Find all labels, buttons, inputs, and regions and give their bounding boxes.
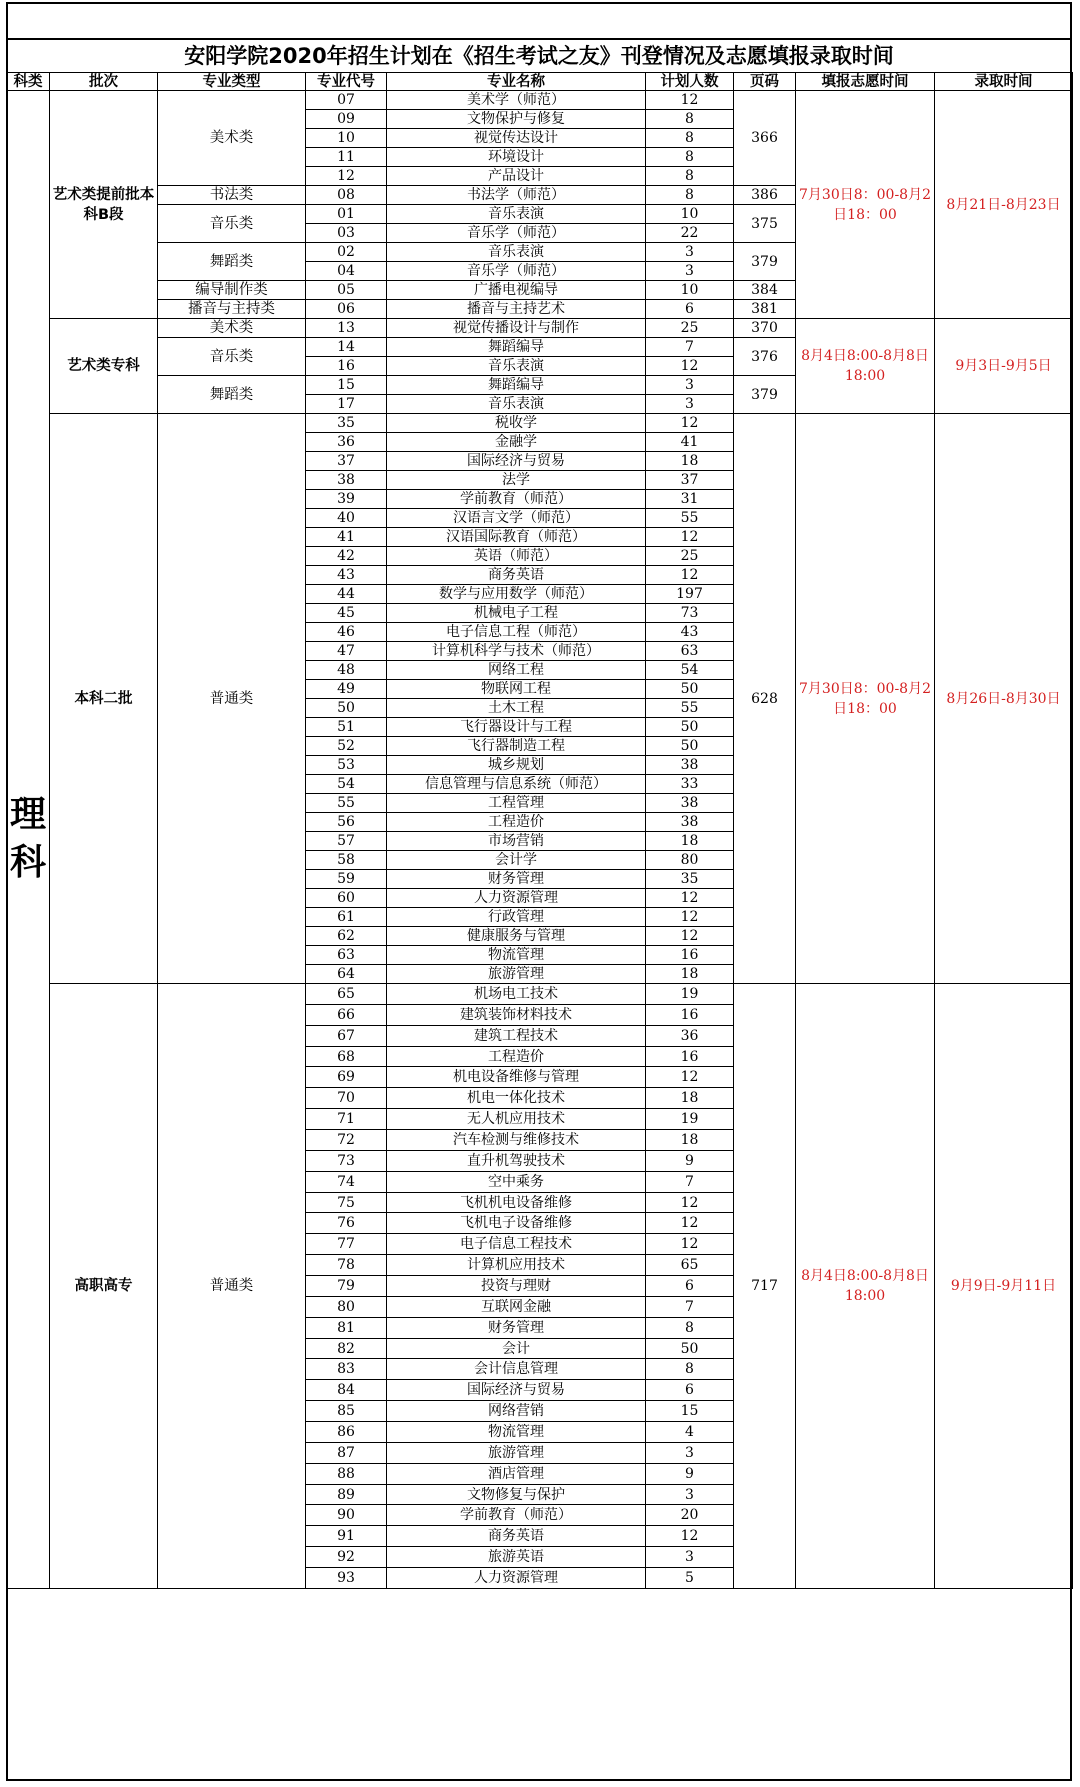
admission-plan-table xyxy=(6,72,1073,1589)
plan-count-cell: 12 xyxy=(646,1526,734,1547)
major-code-cell: 50 xyxy=(306,699,387,718)
column-header: 计划人数 xyxy=(646,73,734,91)
apply-time-cell: 8月4日8:00-8月8日18:00 xyxy=(796,319,935,414)
major-name-cell: 电子信息工程（师范） xyxy=(387,623,646,642)
major-type-cell: 普通类 xyxy=(158,984,306,1589)
plan-count-cell: 10 xyxy=(646,205,734,224)
major-code-cell: 69 xyxy=(306,1067,387,1088)
major-code-cell: 89 xyxy=(306,1484,387,1505)
major-code-cell: 82 xyxy=(306,1338,387,1359)
major-code-cell: 52 xyxy=(306,737,387,756)
major-code-cell: 04 xyxy=(306,262,387,281)
major-name-cell: 财务管理 xyxy=(387,870,646,889)
major-name-cell: 播音与主持艺术 xyxy=(387,300,646,319)
column-header: 录取时间 xyxy=(935,73,1073,91)
major-code-cell: 16 xyxy=(306,357,387,376)
plan-count-cell: 8 xyxy=(646,148,734,167)
plan-count-cell: 12 xyxy=(646,528,734,547)
plan-count-cell: 38 xyxy=(646,794,734,813)
major-code-cell: 59 xyxy=(306,870,387,889)
major-code-cell: 83 xyxy=(306,1359,387,1380)
plan-count-cell: 7 xyxy=(646,1171,734,1192)
major-code-cell: 91 xyxy=(306,1526,387,1547)
subject-cell: 理科 xyxy=(7,91,50,1589)
major-code-cell: 55 xyxy=(306,794,387,813)
major-name-cell: 信息管理与信息系统（师范） xyxy=(387,775,646,794)
major-name-cell: 舞蹈编导 xyxy=(387,338,646,357)
major-name-cell: 直升机驾驶技术 xyxy=(387,1150,646,1171)
major-name-cell: 财务管理 xyxy=(387,1317,646,1338)
plan-count-cell: 65 xyxy=(646,1255,734,1276)
plan-count-cell: 12 xyxy=(646,1067,734,1088)
major-code-cell: 41 xyxy=(306,528,387,547)
major-name-cell: 数学与应用数学（师范） xyxy=(387,585,646,604)
plan-count-cell: 16 xyxy=(646,1046,734,1067)
major-type-cell: 美术类 xyxy=(158,91,306,186)
column-header: 填报志愿时间 xyxy=(796,73,935,91)
major-code-cell: 13 xyxy=(306,319,387,338)
plan-count-cell: 3 xyxy=(646,1484,734,1505)
major-code-cell: 40 xyxy=(306,509,387,528)
major-name-cell: 音乐表演 xyxy=(387,205,646,224)
admission-time-cell: 8月21日-8月23日 xyxy=(935,91,1073,319)
column-header: 页码 xyxy=(734,73,796,91)
plan-count-cell: 19 xyxy=(646,1109,734,1130)
major-code-cell: 53 xyxy=(306,756,387,775)
major-name-cell: 机电设备维修与管理 xyxy=(387,1067,646,1088)
plan-count-cell: 7 xyxy=(646,338,734,357)
plan-count-cell: 37 xyxy=(646,471,734,490)
plan-count-cell: 25 xyxy=(646,547,734,566)
apply-time-cell: 8月4日8:00-8月8日18:00 xyxy=(796,984,935,1589)
major-name-cell: 人力资源管理 xyxy=(387,889,646,908)
plan-count-cell: 8 xyxy=(646,167,734,186)
page-number-cell: 381 xyxy=(734,300,796,319)
major-name-cell: 汽车检测与维修技术 xyxy=(387,1130,646,1151)
plan-count-cell: 80 xyxy=(646,851,734,870)
batch-cell: 艺术类提前批本科B段 xyxy=(50,91,158,319)
table-row xyxy=(7,319,1073,338)
major-code-cell: 70 xyxy=(306,1088,387,1109)
plan-count-cell: 8 xyxy=(646,110,734,129)
major-code-cell: 14 xyxy=(306,338,387,357)
plan-count-cell: 3 xyxy=(646,376,734,395)
major-code-cell: 72 xyxy=(306,1130,387,1151)
plan-count-cell: 41 xyxy=(646,433,734,452)
plan-count-cell: 50 xyxy=(646,718,734,737)
major-name-cell: 舞蹈编导 xyxy=(387,376,646,395)
plan-count-cell: 18 xyxy=(646,1130,734,1151)
plan-count-cell: 18 xyxy=(646,452,734,471)
column-header: 专业类型 xyxy=(158,73,306,91)
major-name-cell: 国际经济与贸易 xyxy=(387,452,646,471)
major-name-cell: 物流管理 xyxy=(387,946,646,965)
major-code-cell: 36 xyxy=(306,433,387,452)
major-name-cell: 投资与理财 xyxy=(387,1276,646,1297)
plan-count-cell: 16 xyxy=(646,1004,734,1025)
major-name-cell: 金融学 xyxy=(387,433,646,452)
plan-count-cell: 55 xyxy=(646,509,734,528)
table-row xyxy=(7,414,1073,433)
admission-time-cell: 9月3日-9月5日 xyxy=(935,319,1073,414)
major-code-cell: 49 xyxy=(306,680,387,699)
major-name-cell: 机场电工技术 xyxy=(387,984,646,1005)
major-code-cell: 44 xyxy=(306,585,387,604)
major-name-cell: 工程管理 xyxy=(387,794,646,813)
major-name-cell: 文物修复与保护 xyxy=(387,1484,646,1505)
page-number-cell: 379 xyxy=(734,243,796,281)
major-type-cell: 舞蹈类 xyxy=(158,376,306,414)
major-code-cell: 60 xyxy=(306,889,387,908)
major-name-cell: 土木工程 xyxy=(387,699,646,718)
plan-count-cell: 50 xyxy=(646,680,734,699)
major-code-cell: 56 xyxy=(306,813,387,832)
major-code-cell: 54 xyxy=(306,775,387,794)
plan-count-cell: 3 xyxy=(646,1442,734,1463)
major-code-cell: 48 xyxy=(306,661,387,680)
major-code-cell: 68 xyxy=(306,1046,387,1067)
plan-count-cell: 9 xyxy=(646,1150,734,1171)
major-name-cell: 工程造价 xyxy=(387,813,646,832)
batch-cell: 高职高专 xyxy=(50,984,158,1589)
plan-count-cell: 12 xyxy=(646,1213,734,1234)
major-name-cell: 飞行器制造工程 xyxy=(387,737,646,756)
major-code-cell: 38 xyxy=(306,471,387,490)
plan-count-cell: 12 xyxy=(646,414,734,433)
column-header: 专业代号 xyxy=(306,73,387,91)
major-code-cell: 09 xyxy=(306,110,387,129)
major-name-cell: 空中乘务 xyxy=(387,1171,646,1192)
major-name-cell: 健康服务与管理 xyxy=(387,927,646,946)
plan-count-cell: 63 xyxy=(646,642,734,661)
major-name-cell: 音乐表演 xyxy=(387,357,646,376)
plan-count-cell: 6 xyxy=(646,300,734,319)
plan-count-cell: 35 xyxy=(646,870,734,889)
major-code-cell: 85 xyxy=(306,1401,387,1422)
major-code-cell: 66 xyxy=(306,1004,387,1025)
major-name-cell: 飞机电子设备维修 xyxy=(387,1213,646,1234)
major-name-cell: 国际经济与贸易 xyxy=(387,1380,646,1401)
major-type-cell: 播音与主持类 xyxy=(158,300,306,319)
table-header-row xyxy=(7,73,1073,91)
plan-count-cell: 4 xyxy=(646,1422,734,1443)
major-code-cell: 78 xyxy=(306,1255,387,1276)
plan-count-cell: 6 xyxy=(646,1380,734,1401)
major-name-cell: 城乡规划 xyxy=(387,756,646,775)
major-type-cell: 舞蹈类 xyxy=(158,243,306,281)
major-code-cell: 79 xyxy=(306,1276,387,1297)
major-code-cell: 71 xyxy=(306,1109,387,1130)
plan-count-cell: 12 xyxy=(646,1192,734,1213)
major-name-cell: 环境设计 xyxy=(387,148,646,167)
major-type-cell: 书法类 xyxy=(158,186,306,205)
plan-count-cell: 9 xyxy=(646,1463,734,1484)
plan-count-cell: 73 xyxy=(646,604,734,623)
column-header: 科类 xyxy=(7,73,50,91)
major-name-cell: 视觉传播设计与制作 xyxy=(387,319,646,338)
plan-count-cell: 22 xyxy=(646,224,734,243)
major-code-cell: 02 xyxy=(306,243,387,262)
plan-count-cell: 20 xyxy=(646,1505,734,1526)
major-code-cell: 63 xyxy=(306,946,387,965)
major-name-cell: 旅游管理 xyxy=(387,965,646,984)
major-code-cell: 07 xyxy=(306,91,387,110)
page-title: 安阳学院2020年招生计划在《招生考试之友》刊登情况及志愿填报录取时间 xyxy=(184,44,894,68)
major-name-cell: 计算机科学与技术（师范） xyxy=(387,642,646,661)
major-code-cell: 81 xyxy=(306,1317,387,1338)
plan-count-cell: 5 xyxy=(646,1568,734,1589)
major-code-cell: 45 xyxy=(306,604,387,623)
plan-count-cell: 8 xyxy=(646,1359,734,1380)
plan-count-cell: 12 xyxy=(646,908,734,927)
page-number-cell: 717 xyxy=(734,984,796,1589)
plan-count-cell: 25 xyxy=(646,319,734,338)
apply-time-cell: 7月30日8：00-8月2日18：00 xyxy=(796,414,935,984)
page-number-cell: 386 xyxy=(734,186,796,205)
major-code-cell: 90 xyxy=(306,1505,387,1526)
major-code-cell: 39 xyxy=(306,490,387,509)
apply-time-cell: 7月30日8：00-8月2日18：00 xyxy=(796,91,935,319)
plan-count-cell: 55 xyxy=(646,699,734,718)
major-name-cell: 会计 xyxy=(387,1338,646,1359)
batch-cell: 艺术类专科 xyxy=(50,319,158,414)
major-code-cell: 76 xyxy=(306,1213,387,1234)
major-name-cell: 网络营销 xyxy=(387,1401,646,1422)
major-name-cell: 音乐学（师范） xyxy=(387,224,646,243)
plan-count-cell: 197 xyxy=(646,585,734,604)
major-name-cell: 会计信息管理 xyxy=(387,1359,646,1380)
plan-count-cell: 7 xyxy=(646,1296,734,1317)
plan-count-cell: 16 xyxy=(646,946,734,965)
major-name-cell: 产品设计 xyxy=(387,167,646,186)
plan-count-cell: 8 xyxy=(646,129,734,148)
plan-count-cell: 12 xyxy=(646,357,734,376)
page-number-cell: 370 xyxy=(734,319,796,338)
plan-count-cell: 43 xyxy=(646,623,734,642)
plan-count-cell: 18 xyxy=(646,1088,734,1109)
major-name-cell: 法学 xyxy=(387,471,646,490)
major-name-cell: 商务英语 xyxy=(387,566,646,585)
plan-count-cell: 31 xyxy=(646,490,734,509)
plan-count-cell: 8 xyxy=(646,1317,734,1338)
major-name-cell: 行政管理 xyxy=(387,908,646,927)
plan-count-cell: 8 xyxy=(646,186,734,205)
major-name-cell: 电子信息工程技术 xyxy=(387,1234,646,1255)
plan-count-cell: 3 xyxy=(646,243,734,262)
major-code-cell: 80 xyxy=(306,1296,387,1317)
major-code-cell: 75 xyxy=(306,1192,387,1213)
plan-count-cell: 33 xyxy=(646,775,734,794)
major-code-cell: 92 xyxy=(306,1547,387,1568)
major-code-cell: 42 xyxy=(306,547,387,566)
major-name-cell: 视觉传达设计 xyxy=(387,129,646,148)
plan-count-cell: 12 xyxy=(646,566,734,585)
major-name-cell: 人力资源管理 xyxy=(387,1568,646,1589)
major-code-cell: 11 xyxy=(306,148,387,167)
major-name-cell: 旅游管理 xyxy=(387,1442,646,1463)
admission-time-cell: 8月26日-8月30日 xyxy=(935,414,1073,984)
major-name-cell: 美术学（师范） xyxy=(387,91,646,110)
major-type-cell: 普通类 xyxy=(158,414,306,984)
page-number-cell: 628 xyxy=(734,414,796,984)
plan-count-cell: 12 xyxy=(646,1234,734,1255)
page-number-cell: 366 xyxy=(734,91,796,186)
major-type-cell: 音乐类 xyxy=(158,205,306,243)
plan-count-cell: 18 xyxy=(646,965,734,984)
plan-count-cell: 50 xyxy=(646,737,734,756)
major-name-cell: 市场营销 xyxy=(387,832,646,851)
major-name-cell: 建筑装饰材料技术 xyxy=(387,1004,646,1025)
major-name-cell: 物联网工程 xyxy=(387,680,646,699)
major-code-cell: 93 xyxy=(306,1568,387,1589)
major-name-cell: 飞机机电设备维修 xyxy=(387,1192,646,1213)
major-code-cell: 87 xyxy=(306,1442,387,1463)
major-type-cell: 美术类 xyxy=(158,319,306,338)
major-code-cell: 37 xyxy=(306,452,387,471)
plan-count-cell: 10 xyxy=(646,281,734,300)
major-name-cell: 汉语言文学（师范） xyxy=(387,509,646,528)
major-name-cell: 工程造价 xyxy=(387,1046,646,1067)
major-name-cell: 无人机应用技术 xyxy=(387,1109,646,1130)
major-code-cell: 17 xyxy=(306,395,387,414)
plan-count-cell: 12 xyxy=(646,889,734,908)
major-code-cell: 46 xyxy=(306,623,387,642)
major-code-cell: 61 xyxy=(306,908,387,927)
major-code-cell: 10 xyxy=(306,129,387,148)
major-name-cell: 学前教育（师范） xyxy=(387,490,646,509)
major-code-cell: 43 xyxy=(306,566,387,585)
major-name-cell: 飞行器设计与工程 xyxy=(387,718,646,737)
major-code-cell: 08 xyxy=(306,186,387,205)
major-code-cell: 62 xyxy=(306,927,387,946)
plan-count-cell: 38 xyxy=(646,813,734,832)
major-code-cell: 73 xyxy=(306,1150,387,1171)
major-code-cell: 57 xyxy=(306,832,387,851)
major-name-cell: 税收学 xyxy=(387,414,646,433)
plan-count-cell: 15 xyxy=(646,1401,734,1422)
major-name-cell: 网络工程 xyxy=(387,661,646,680)
major-name-cell: 文物保护与修复 xyxy=(387,110,646,129)
major-code-cell: 65 xyxy=(306,984,387,1005)
major-name-cell: 音乐学（师范） xyxy=(387,262,646,281)
plan-count-cell: 18 xyxy=(646,832,734,851)
page-number-cell: 376 xyxy=(734,338,796,376)
major-name-cell: 商务英语 xyxy=(387,1526,646,1547)
column-header: 专业名称 xyxy=(387,73,646,91)
plan-count-cell: 12 xyxy=(646,927,734,946)
plan-count-cell: 12 xyxy=(646,91,734,110)
page-number-cell: 375 xyxy=(734,205,796,243)
major-code-cell: 15 xyxy=(306,376,387,395)
major-code-cell: 77 xyxy=(306,1234,387,1255)
plan-count-cell: 50 xyxy=(646,1338,734,1359)
major-name-cell: 互联网金融 xyxy=(387,1296,646,1317)
major-name-cell: 音乐表演 xyxy=(387,395,646,414)
major-name-cell: 英语（师范） xyxy=(387,547,646,566)
major-code-cell: 35 xyxy=(306,414,387,433)
major-name-cell: 建筑工程技术 xyxy=(387,1025,646,1046)
plan-count-cell: 38 xyxy=(646,756,734,775)
major-code-cell: 06 xyxy=(306,300,387,319)
table-row xyxy=(7,984,1073,1005)
plan-count-cell: 36 xyxy=(646,1025,734,1046)
major-name-cell: 书法学（师范） xyxy=(387,186,646,205)
major-code-cell: 12 xyxy=(306,167,387,186)
major-code-cell: 47 xyxy=(306,642,387,661)
plan-count-cell: 19 xyxy=(646,984,734,1005)
major-type-cell: 音乐类 xyxy=(158,338,306,376)
major-code-cell: 01 xyxy=(306,205,387,224)
plan-count-cell: 3 xyxy=(646,1547,734,1568)
major-code-cell: 51 xyxy=(306,718,387,737)
major-name-cell: 会计学 xyxy=(387,851,646,870)
major-code-cell: 84 xyxy=(306,1380,387,1401)
major-name-cell: 汉语国际教育（师范） xyxy=(387,528,646,547)
plan-count-cell: 54 xyxy=(646,661,734,680)
plan-count-cell: 6 xyxy=(646,1276,734,1297)
major-code-cell: 74 xyxy=(306,1171,387,1192)
plan-count-cell: 3 xyxy=(646,262,734,281)
top-blank-band xyxy=(6,2,1072,40)
admission-time-cell: 9月9日-9月11日 xyxy=(935,984,1073,1589)
major-name-cell: 机械电子工程 xyxy=(387,604,646,623)
major-code-cell: 03 xyxy=(306,224,387,243)
major-code-cell: 05 xyxy=(306,281,387,300)
major-code-cell: 64 xyxy=(306,965,387,984)
major-code-cell: 58 xyxy=(306,851,387,870)
major-name-cell: 物流管理 xyxy=(387,1422,646,1443)
major-name-cell: 酒店管理 xyxy=(387,1463,646,1484)
page-number-cell: 379 xyxy=(734,376,796,414)
page-number-cell: 384 xyxy=(734,281,796,300)
column-header: 批次 xyxy=(50,73,158,91)
major-code-cell: 86 xyxy=(306,1422,387,1443)
major-code-cell: 67 xyxy=(306,1025,387,1046)
major-name-cell: 旅游英语 xyxy=(387,1547,646,1568)
table-row xyxy=(7,91,1073,110)
major-name-cell: 学前教育（师范） xyxy=(387,1505,646,1526)
plan-count-cell: 3 xyxy=(646,395,734,414)
major-name-cell: 机电一体化技术 xyxy=(387,1088,646,1109)
batch-cell: 本科二批 xyxy=(50,414,158,984)
major-type-cell: 编导制作类 xyxy=(158,281,306,300)
major-name-cell: 计算机应用技术 xyxy=(387,1255,646,1276)
major-name-cell: 音乐表演 xyxy=(387,243,646,262)
major-name-cell: 广播电视编导 xyxy=(387,281,646,300)
major-code-cell: 88 xyxy=(306,1463,387,1484)
